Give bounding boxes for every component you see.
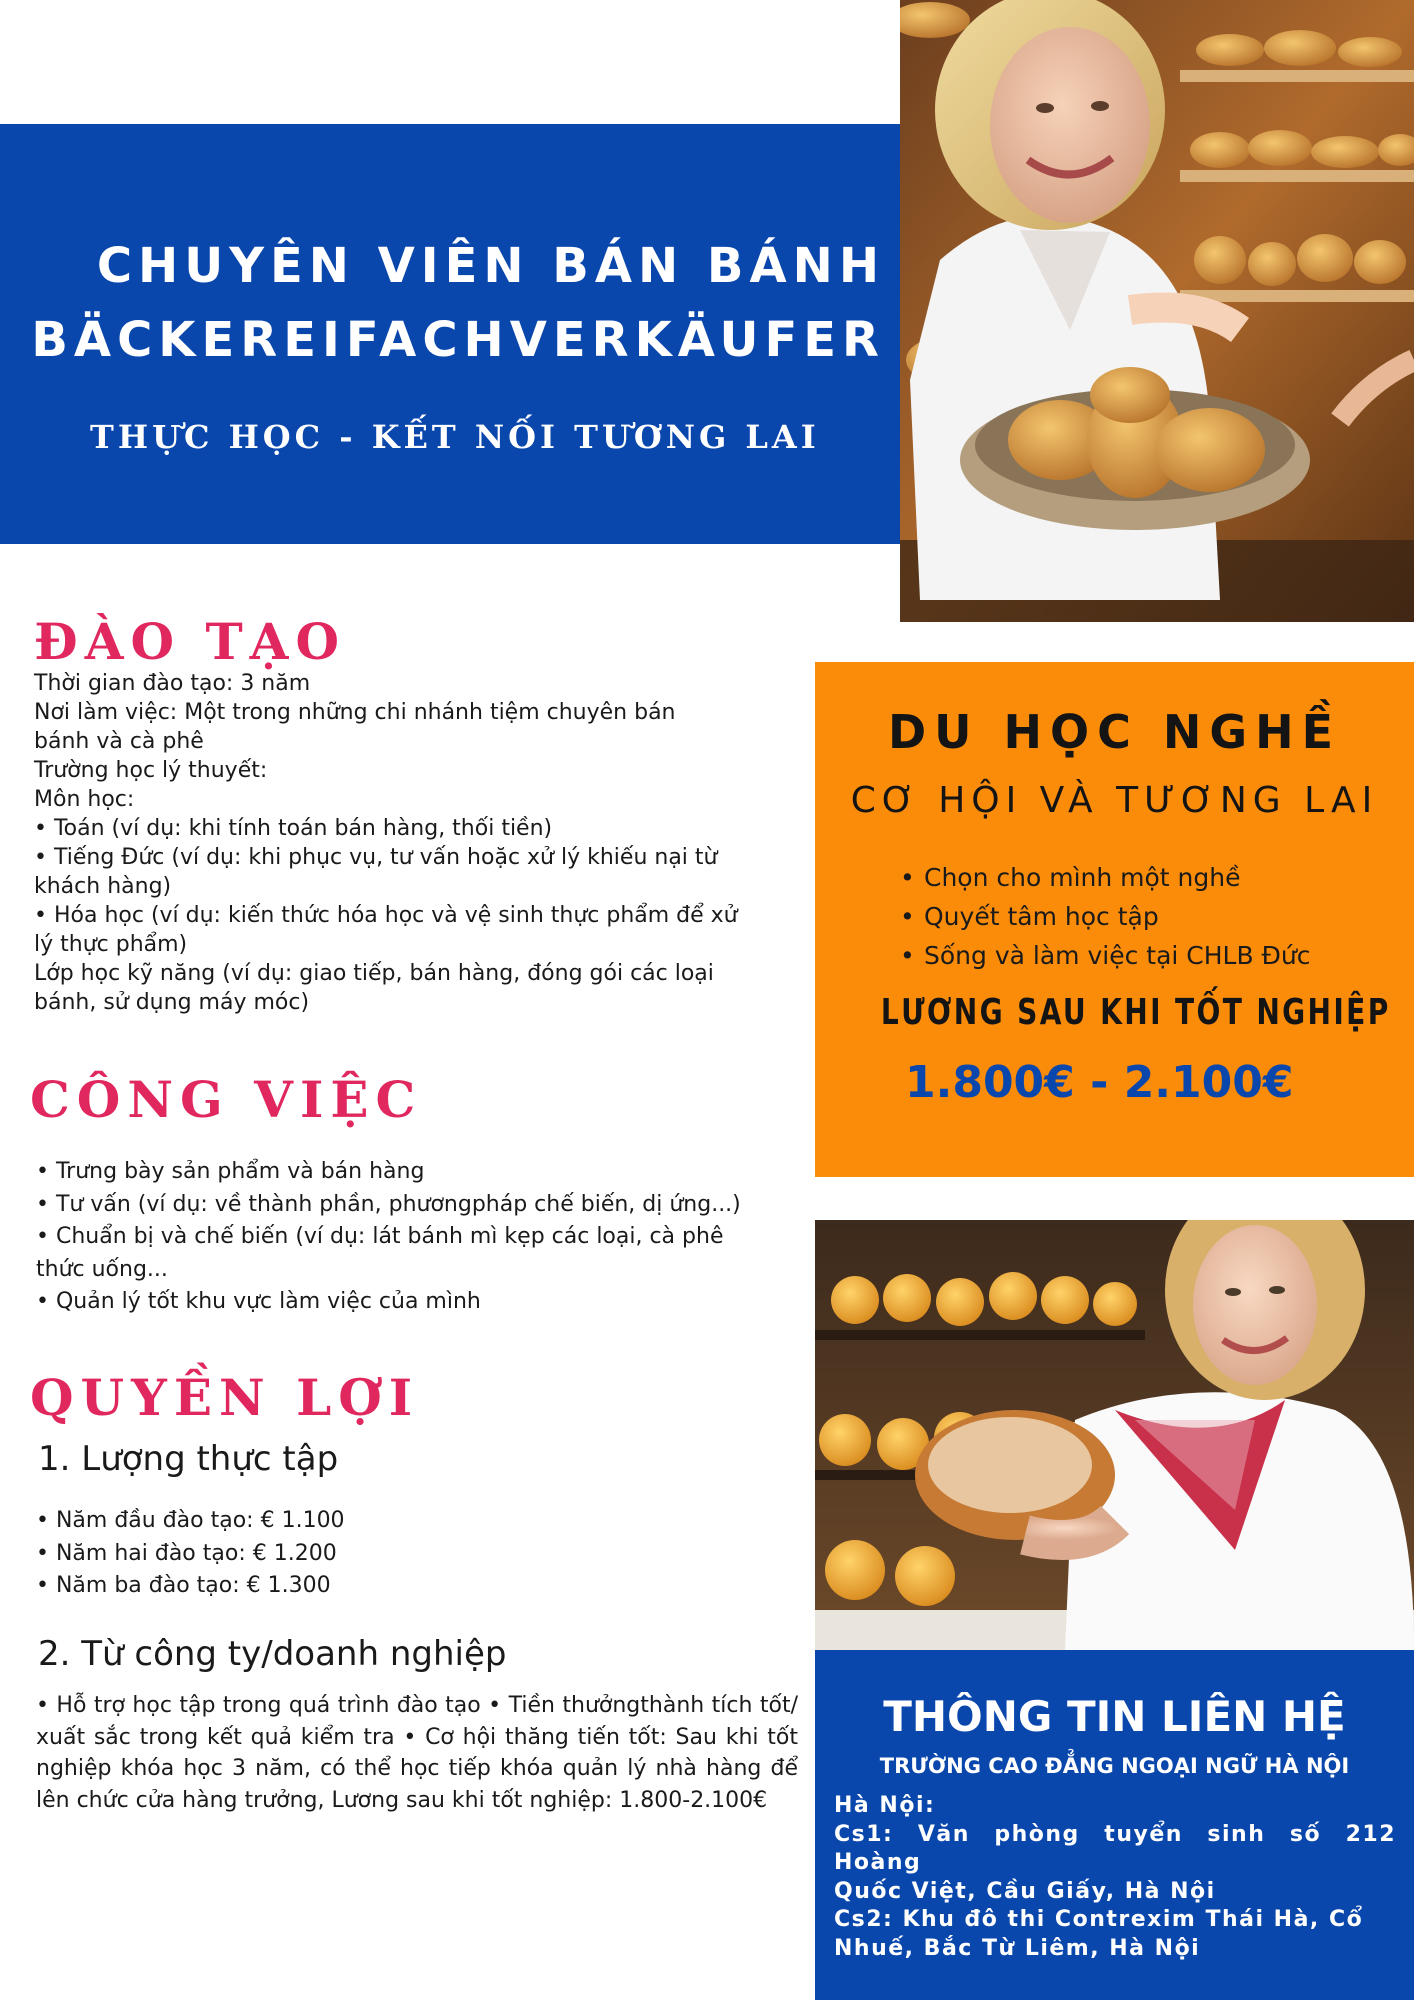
- list-item: • Năm đầu đào tạo: € 1.100: [36, 1508, 345, 1533]
- list-item: • Chọn cho mình một nghề: [900, 858, 1311, 897]
- benefits-heading: QUYỀN LỢI: [30, 1368, 420, 1427]
- promo-title: DU HỌC NGHỀ: [887, 705, 1342, 759]
- training-line: bánh và cà phê: [34, 729, 204, 754]
- work-line: • Trưng bày sản phẩm và bán hàng: [36, 1159, 425, 1184]
- internship-salary-list: [36, 1505, 345, 1603]
- contact-line: Cs1: Văn phòng tuyển sinh số 212 Hoàng: [834, 1821, 1396, 1875]
- contact-line: Quốc Việt, Cầu Giấy, Hà Nội: [834, 1878, 1216, 1904]
- contact-line: Nhuế, Bắc Từ Liêm, Hà Nội: [834, 1935, 1201, 1961]
- bullet-icon: •: [900, 902, 915, 931]
- bakery-saleswoman-photo: [900, 0, 1414, 622]
- training-heading: ĐÀO TẠO: [34, 612, 347, 671]
- contact-addresses: [834, 1792, 1396, 1963]
- training-line: lý thực phẩm): [34, 932, 188, 957]
- title-vietnamese: CHUYÊN VIÊN BÁN BÁNH: [96, 238, 885, 294]
- bullet-icon: •: [900, 941, 915, 970]
- contact-title: THÔNG TIN LIÊN HỆ: [883, 1692, 1346, 1741]
- promo-subtitle: CƠ HỘI VÀ TƯƠNG LAI: [850, 780, 1379, 821]
- promo-list: [900, 858, 1311, 975]
- training-line: Thời gian đào tạo: 3 năm: [34, 671, 311, 696]
- list-item: • Năm ba đào tạo: € 1.300: [36, 1573, 331, 1598]
- training-line: bánh, sử dụng máy móc): [34, 990, 310, 1015]
- contact-line: Hà Nội:: [834, 1793, 936, 1818]
- training-line: Lớp học kỹ năng (ví dụ: giao tiếp, bán hàng, đóng gói các loại: [34, 961, 714, 986]
- list-item: • Năm hai đào tạo: € 1.200: [36, 1540, 337, 1566]
- salary-label: LƯƠNG SAU KHI TỐT NGHIỆP: [880, 992, 1391, 1033]
- training-line: Nơi làm việc: Một trong những chi nhánh tiệm chuyên bán: [34, 700, 676, 725]
- work-line: thức uống...: [36, 1256, 168, 1282]
- training-line: khách hàng): [34, 874, 172, 899]
- company-benefits-text: • Hỗ trợ học tập trong quá trình đào tạo • Tiền thưởngthành tích tốt/ xuất sắc trong kết quả kiểm tra • Cơ hội thăng tiến tốt: Sau khi tốt nghiệp khóa học 3 năm, có thể học tiếp khóa quản lý nhà hàng để lên chức cửa hàng trưởng, Lương sau khi tốt nghiệp: 1.800-2.100€: [36, 1693, 798, 1813]
- work-line: • Chuẩn bị và chế biến (ví dụ: lát bánh mì kẹp các loại, cà phê: [36, 1224, 724, 1249]
- training-line: • Hóa học (ví dụ: kiến thức hóa học và vệ sinh thực phẩm để xử: [34, 903, 738, 928]
- slogan: THỰC HỌC - KẾT NỐI TƯƠNG LAI: [90, 418, 820, 456]
- training-line: Môn học:: [34, 787, 135, 812]
- company-benefits-heading: 2. Từ công ty/doanh nghiệp: [38, 1634, 507, 1674]
- work-heading: CÔNG VIỆC: [30, 1070, 423, 1129]
- training-details: [34, 669, 794, 1017]
- school-name: TRƯỜNG CAO ĐẲNG NGOẠI NGỮ HÀ NỘI: [879, 1754, 1350, 1778]
- salary-value: 1.800€ - 2.100€: [905, 1057, 1294, 1108]
- title-german: BÄCKEREIFACHVERKÄUFER: [31, 312, 885, 368]
- internship-salary-heading: 1. Lượng thực tập: [38, 1439, 339, 1479]
- training-line: • Toán (ví dụ: khi tính toán bán hàng, thối tiền): [34, 816, 553, 841]
- list-item: • Sống và làm việc tại CHLB Đức: [900, 936, 1311, 975]
- work-line: • Tư vấn (ví dụ: về thành phần, phươngpháp chế biến, dị ứng...): [36, 1191, 741, 1217]
- bakery-girl-photo: [815, 1220, 1414, 1650]
- training-line: Trường học lý thuyết:: [34, 758, 268, 783]
- list-item: • Quyết tâm học tập: [900, 897, 1311, 936]
- bullet-icon: •: [900, 863, 915, 892]
- work-details: [36, 1156, 796, 1319]
- work-line: • Quản lý tốt khu vực làm việc của mình: [36, 1289, 481, 1314]
- contact-line: Cs2: Khu đô thi Contrexim Thái Hà, Cổ: [834, 1907, 1364, 1932]
- training-line: • Tiếng Đức (ví dụ: khi phục vụ, tư vấn hoặc xử lý khiếu nại từ: [34, 845, 718, 870]
